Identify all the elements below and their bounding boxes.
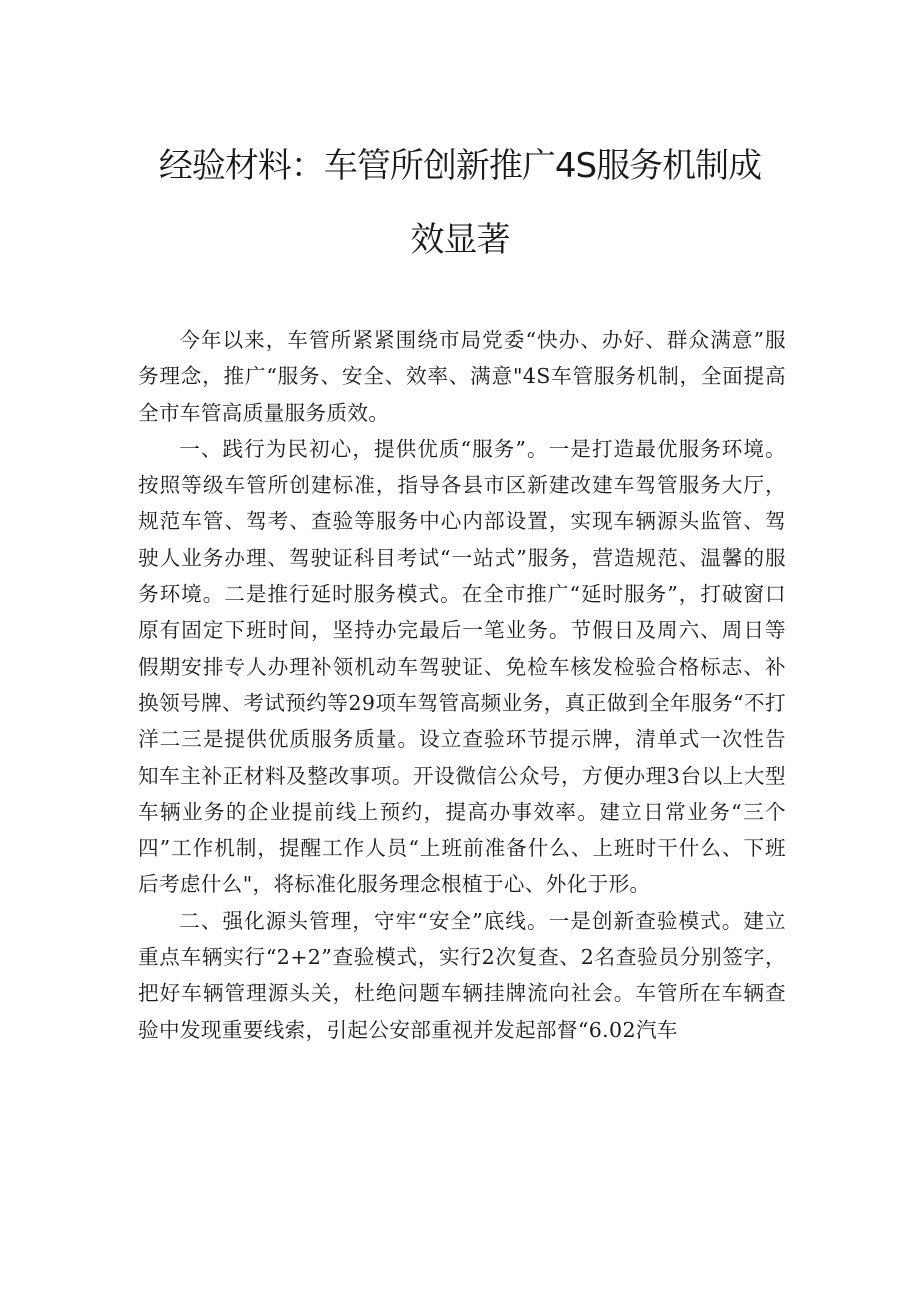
paragraph-section-1: 一、践行为民初心，提供优质“服务”。一是打造最优服务环境。按照等级车管所创建标准，指导各县市区新建改建车驾管服务大厅，规范车管、驾考、查验等服务中心内部设置，实现车辆源头监管、驾驶人业务办理、驾驶证科目考试“一站式”服务，营造规范、温馨的服务环境。二是推行延时服务模式。在全市推广“延时服务”，打破窗口原有固定下班时间，坚持办完最后一笔业务。节假日及周六、周日等假期安排专人办理补领机动车驾驶证、免检车核发检验合格标志、补换领号牌、考试预约等29项车驾管高频业务，真正做到全年服务“不打洋二三是提供优质服务质量。设立查验环节提示牌，清单式一次性告知车主补正材料及整改事项。开设微信公众号，方便办理3台以上大型车辆业务的企业提前线上预约，提高办事效率。建立日常业务“三个四”工作机制，提醒工作人员“上班前准备什么、上班时干什么、下班后考虑什么"，将标准化服务理念根植于心、外化于形。 (138, 436, 786, 897)
paragraph-section-2: 二、强化源头管理，守牢“安全”底线。一是创新查验模式。建立重点车辆实行“2+2”查验模式，实行2次复查、2名查验员分别签字，把好车辆管理源头关，杜绝问题车辆挂牌流向社会。车管所在车辆查验中发现重要线索，引起公安部重视并发起部督“6.02汽车 (138, 908, 786, 1042)
document-title-line-1: 经验材料：车管所创新推广4S服务机制成 (158, 146, 762, 186)
document-title-line-2: 效显著 (410, 220, 510, 260)
document-body (138, 322, 786, 1048)
paragraph-intro: 今年以来，车管所紧紧围绕市局党委“快办、办好、群众满意”服务理念，推广“服务、安全、效率、满意"4S车管服务机制，全面提高全市车管高质量服务质效。 (138, 328, 786, 425)
